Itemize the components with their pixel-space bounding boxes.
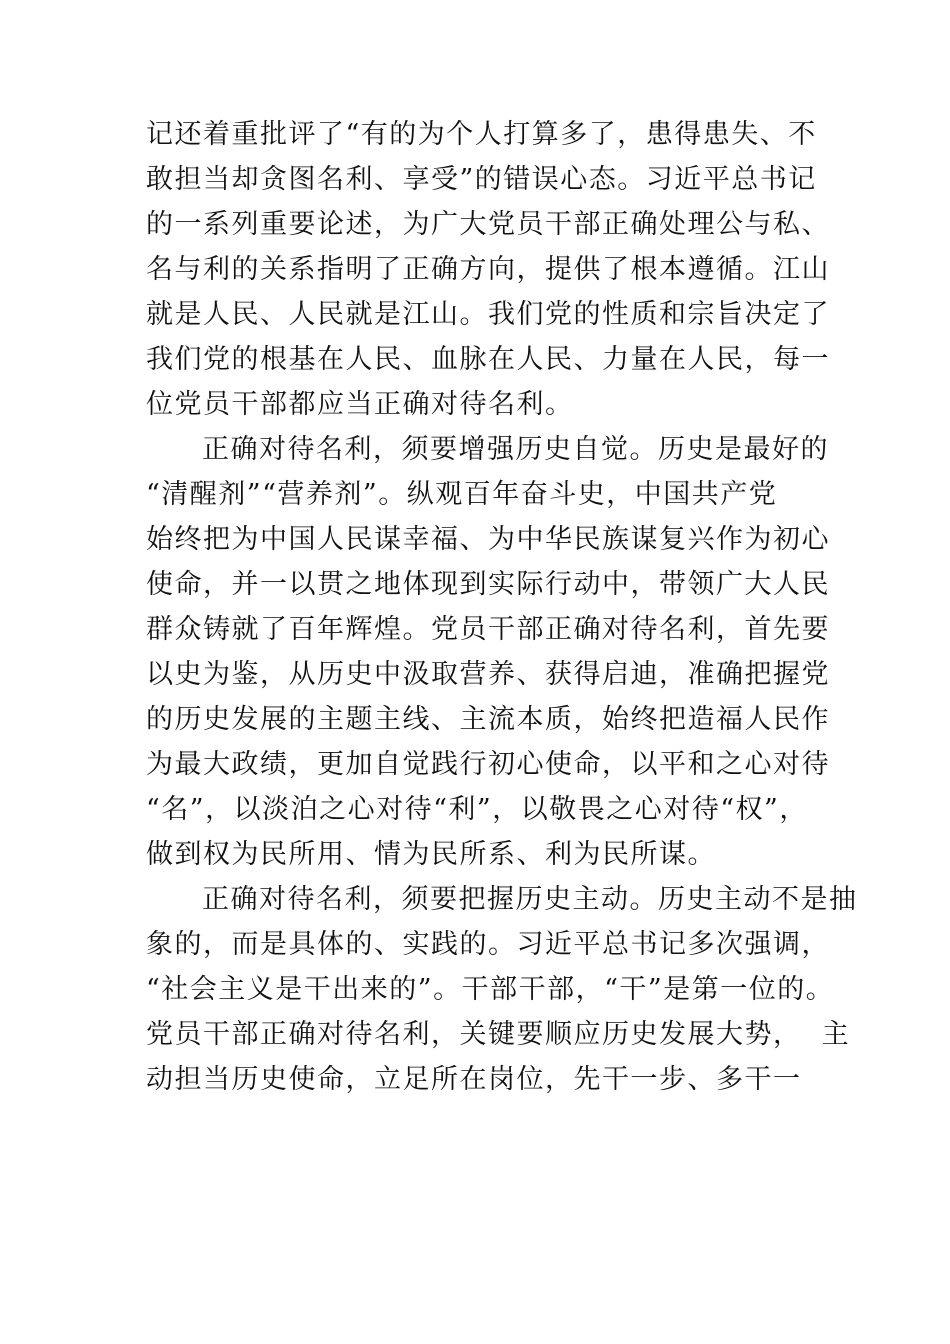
text-line: 就是人民、人民就是江山。我们党的性质和宗旨决定了 [146, 299, 830, 330]
body-text [146, 112, 906, 1102]
text-line: 做到权为民所用、情为民所系、利为民所谋。 [146, 839, 716, 870]
text-line: 的一系列重要论述，为广大党员干部正确处理公与私、 [146, 209, 830, 240]
text-line: 的历史发展的主题主线、主流本质，始终把造福人民作 [146, 704, 830, 735]
text-line: 敢担当却贪图名利、享受”的错误心态。习近平总书记 [146, 164, 817, 195]
paragraph-3 [146, 877, 906, 1102]
text-line: 使命，并一以贯之地体现到实际行动中，带领广大人民 [146, 569, 830, 600]
text-line: 正确对待名利，须要把握历史主动。历史主动不是抽 [202, 884, 858, 915]
text-line: 为最大政绩，更加自觉践行初心使命，以平和之心对待 [146, 749, 830, 780]
text-line: 党员干部正确对待名利，关键要顺应历史发展大势， 主 [146, 1019, 851, 1050]
text-line: 始终把为中国人民谋幸福、为中华民族谋复兴作为初心 [146, 524, 830, 555]
text-line: 正确对待名利，须要增强历史自觉。历史是最好的 [202, 434, 829, 465]
paragraph-1 [146, 112, 906, 427]
text-line: 位党员干部都应当正确对待名利。 [146, 389, 574, 420]
text-line: 动担当历史使命，立足所在岗位，先干一步、多干一 [146, 1064, 802, 1095]
text-line: 象的，而是具体的、实践的。习近平总书记多次强调， [146, 929, 830, 960]
text-line: “社会主义是干出来的”。干部干部，“干”是第一位的。 [146, 974, 835, 1005]
text-line: 记还着重批评了“有的为个人打算多了，患得患失、不 [146, 119, 817, 150]
text-line: 以史为鉴，从历史中汲取营养、获得启迪，准确把握党 [146, 659, 830, 690]
text-line: 名与利的关系指明了正确方向，提供了根本遵循。江山 [146, 254, 830, 285]
text-line: 我们党的根基在人民、血脉在人民、力量在人民，每一 [146, 344, 830, 375]
text-line: “名”，以淡泊之心对待“利”，以敬畏之心对待“权”， [146, 794, 808, 825]
text-line: 群众铸就了百年辉煌。党员干部正确对待名利，首先要 [146, 614, 830, 645]
text-line: “清醒剂”“营养剂”。纵观百年奋斗史，中国共产党 [146, 479, 778, 510]
paragraph-2 [146, 427, 906, 877]
